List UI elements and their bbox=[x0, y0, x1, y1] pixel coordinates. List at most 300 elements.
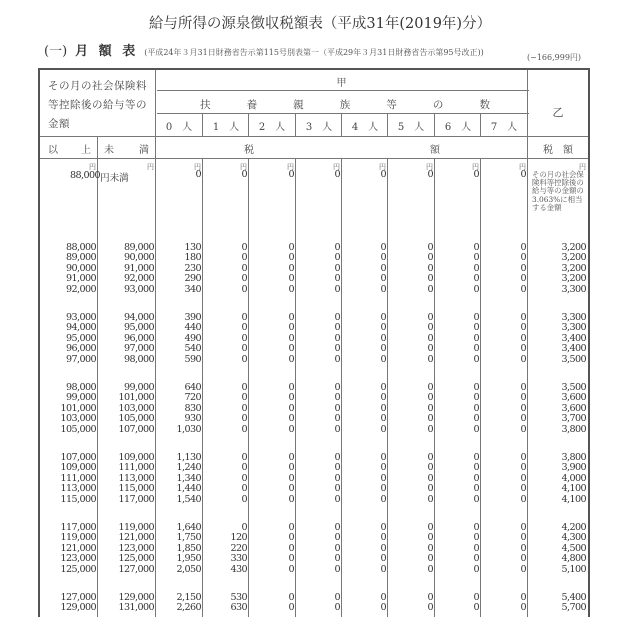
lower-bound: 96,000 bbox=[66, 343, 96, 355]
tax-value: 0 bbox=[520, 483, 526, 495]
tax-value: 0 bbox=[334, 483, 340, 495]
tax-value: 1,240 bbox=[176, 462, 201, 474]
tax-value: 0 bbox=[473, 283, 479, 295]
first-row-lower: 88,000 bbox=[70, 170, 100, 181]
tax-value: 1,030 bbox=[176, 423, 201, 435]
tax-value: 0 bbox=[241, 413, 247, 425]
tax-value: 0 bbox=[334, 402, 340, 414]
tax-value: 0 bbox=[334, 353, 340, 365]
tax-value: 0 bbox=[380, 563, 386, 575]
tax-value: 0 bbox=[288, 322, 294, 334]
yen-unit-label: 円 bbox=[472, 163, 479, 171]
otsu-tax-value: 3,800 bbox=[561, 423, 586, 435]
otsu-tax-value: 3,300 bbox=[561, 322, 586, 334]
tax-value: 0 bbox=[380, 353, 386, 365]
tax-value: 330 bbox=[230, 553, 247, 565]
tax-value: 0 bbox=[520, 472, 526, 484]
otsu-tax-value: 4,000 bbox=[561, 472, 586, 484]
yen-unit-label: 円 bbox=[194, 163, 201, 171]
tax-value: 0 bbox=[380, 332, 386, 344]
tax-value: 0 bbox=[380, 592, 386, 603]
tax-value: 0 bbox=[520, 382, 526, 393]
otsu-tax-value: 3,200 bbox=[561, 273, 586, 285]
tax-value: 0 bbox=[473, 602, 479, 614]
tax-value: 0 bbox=[241, 483, 247, 495]
otsu-tax-value: 3,600 bbox=[561, 402, 586, 414]
tax-value: 0 bbox=[288, 493, 294, 505]
tax-value: 0 bbox=[473, 483, 479, 495]
lower-bound: 93,000 bbox=[66, 312, 96, 323]
dependents-label-char: 扶 bbox=[200, 99, 211, 111]
tax-value: 0 bbox=[288, 483, 294, 495]
lower-bound: 111,000 bbox=[60, 472, 96, 484]
tax-value: 440 bbox=[184, 322, 201, 334]
yen-unit-label: 円 bbox=[579, 163, 586, 171]
tax-value: 0 bbox=[380, 423, 386, 435]
dependents-label-char: 数 bbox=[479, 99, 490, 111]
tax-value: 0 bbox=[241, 382, 247, 393]
tax-value: 0 bbox=[241, 462, 247, 474]
tax-value: 220 bbox=[230, 542, 247, 554]
tax-value: 0 bbox=[334, 392, 340, 404]
tax-value: 0 bbox=[520, 563, 526, 575]
upper-bound: 125,000 bbox=[118, 553, 154, 565]
tax-value: 0 bbox=[473, 472, 479, 484]
otsu-tax-value: 3,300 bbox=[561, 283, 586, 295]
tax-value: 0 bbox=[288, 252, 294, 264]
otsu-tax-value: 3,400 bbox=[561, 332, 586, 344]
tax-value: 0 bbox=[520, 332, 526, 344]
tax-value: 0 bbox=[241, 312, 247, 323]
tax-value: 0 bbox=[520, 402, 526, 414]
upper-bound: 97,000 bbox=[124, 343, 154, 355]
otsu-tax-value: 3,800 bbox=[561, 452, 586, 463]
tax-value: 430 bbox=[230, 563, 247, 575]
tax-value: 0 bbox=[473, 532, 479, 544]
dependents-label-char: 族 bbox=[339, 99, 351, 111]
tax-value: 0 bbox=[380, 472, 386, 484]
tax-value: 0 bbox=[473, 353, 479, 365]
upper-bound: 127,000 bbox=[118, 563, 154, 575]
tax-value: 290 bbox=[184, 273, 201, 285]
tax-value: 0 bbox=[520, 452, 526, 463]
tax-value: 2,050 bbox=[176, 563, 201, 575]
tax-value: 0 bbox=[520, 312, 526, 323]
tax-value: 0 bbox=[241, 242, 247, 253]
tax-value: 0 bbox=[473, 522, 479, 533]
tax-value: 0 bbox=[473, 252, 479, 264]
dependents-label-char: 親 bbox=[293, 99, 304, 111]
tax-value: 0 bbox=[334, 283, 340, 295]
tax-value: 0 bbox=[473, 462, 479, 474]
tax-value: 0 bbox=[334, 493, 340, 505]
tax-value: 0 bbox=[380, 252, 386, 264]
section-note: (平成24年３月31日財務省告示第115号別表第一（平成29年３月31日財務省告示第95号改正)) bbox=[144, 48, 484, 57]
section-name: 月 額 表 bbox=[75, 44, 139, 59]
divider bbox=[341, 113, 342, 617]
tax-value: 0 bbox=[334, 563, 340, 575]
lower-bound: 98,000 bbox=[66, 382, 96, 393]
lower-bound: 94,000 bbox=[66, 322, 96, 334]
tax-value: 0 bbox=[427, 472, 433, 484]
divider bbox=[480, 113, 481, 617]
tax-value: 0 bbox=[427, 252, 433, 264]
tax-value: 0 bbox=[241, 283, 247, 295]
tax-value: 0 bbox=[380, 312, 386, 323]
otsu-tax-value: 4,200 bbox=[561, 522, 586, 533]
tax-value: 0 bbox=[473, 413, 479, 425]
lower-bound: 115,000 bbox=[60, 493, 96, 505]
otsu-tax-value: 4,100 bbox=[561, 483, 586, 495]
tax-value: 0 bbox=[520, 532, 526, 544]
lower-bound: 105,000 bbox=[60, 423, 96, 435]
tax-value: 0 bbox=[334, 542, 340, 554]
tax-value: 0 bbox=[427, 312, 433, 323]
upper-bound: 101,000 bbox=[118, 392, 154, 404]
upper-bound-header: 未 満 bbox=[104, 145, 149, 156]
tax-value: 0 bbox=[288, 532, 294, 544]
lower-bound: 109,000 bbox=[60, 462, 96, 474]
tax-value: 0 bbox=[473, 242, 479, 253]
range-note: (~166,999円) bbox=[527, 53, 582, 62]
tax-value: 0 bbox=[334, 472, 340, 484]
tax-value: 0 bbox=[241, 169, 247, 180]
lower-bound: 91,000 bbox=[66, 273, 96, 285]
yen-unit-label: 円 bbox=[426, 163, 433, 171]
otsu-tax-value: 4,300 bbox=[561, 532, 586, 544]
tax-value: 0 bbox=[427, 392, 433, 404]
tax-value: 0 bbox=[520, 462, 526, 474]
tax-value: 0 bbox=[380, 462, 386, 474]
tax-value: 0 bbox=[195, 169, 201, 180]
tax-value: 0 bbox=[427, 343, 433, 355]
tax-value: 0 bbox=[241, 402, 247, 414]
otsu-tax-value: 3,900 bbox=[561, 462, 586, 474]
otsu-tax-value: 3,200 bbox=[561, 262, 586, 274]
tax-value: 1,130 bbox=[176, 452, 201, 463]
tax-value: 0 bbox=[241, 423, 247, 435]
tax-value: 0 bbox=[520, 522, 526, 533]
otsu-tax-value: 5,100 bbox=[561, 563, 586, 575]
tax-value: 0 bbox=[288, 312, 294, 323]
tax-value: 0 bbox=[520, 343, 526, 355]
tax-value: 0 bbox=[334, 532, 340, 544]
dependents-label-char: 養 bbox=[246, 99, 258, 111]
tax-value: 0 bbox=[288, 592, 294, 603]
tax-value: 0 bbox=[288, 343, 294, 355]
lower-bound: 88,000 bbox=[66, 242, 96, 253]
tax-value: 0 bbox=[520, 273, 526, 285]
tax-value: 0 bbox=[473, 273, 479, 285]
tax-value: 0 bbox=[334, 273, 340, 285]
upper-bound: 91,000 bbox=[124, 262, 154, 274]
tax-value: 0 bbox=[427, 402, 433, 414]
divider bbox=[157, 90, 529, 91]
lower-bound: 125,000 bbox=[60, 563, 96, 575]
tax-value: 0 bbox=[241, 452, 247, 463]
tax-value: 0 bbox=[380, 602, 386, 614]
tax-value: 0 bbox=[334, 423, 340, 435]
dependents-header bbox=[200, 97, 490, 112]
lower-bound: 123,000 bbox=[60, 553, 96, 565]
tax-value: 0 bbox=[334, 382, 340, 393]
tax-value: 0 bbox=[288, 392, 294, 404]
lower-bound: 113,000 bbox=[60, 483, 96, 495]
otsu-tax-value: 3,300 bbox=[561, 312, 586, 323]
tax-value: 0 bbox=[473, 382, 479, 393]
tax-value: 0 bbox=[241, 273, 247, 285]
tax-value: 0 bbox=[241, 332, 247, 344]
dependents-count-header: 5 人 bbox=[397, 122, 425, 133]
tax-value: 0 bbox=[380, 483, 386, 495]
otsu-tax-value: 5,700 bbox=[561, 602, 586, 614]
tax-value: 530 bbox=[230, 592, 247, 603]
tax-value: 0 bbox=[520, 392, 526, 404]
tax-value: 0 bbox=[427, 273, 433, 285]
tax-value: 0 bbox=[427, 382, 433, 393]
upper-bound: 123,000 bbox=[118, 542, 154, 554]
tax-value: 0 bbox=[288, 283, 294, 295]
upper-bound: 98,000 bbox=[124, 353, 154, 365]
tax-value: 0 bbox=[427, 522, 433, 533]
otsu-first-row-note: その月の社会保険料等控除後の給与等の金額の3.063%に相当する金額 bbox=[532, 170, 584, 212]
tax-value: 0 bbox=[473, 592, 479, 603]
divider bbox=[434, 113, 435, 617]
otsu-tax-value: 3,600 bbox=[561, 392, 586, 404]
tax-value: 0 bbox=[427, 563, 433, 575]
tax-value: 0 bbox=[380, 273, 386, 285]
tax-value: 0 bbox=[334, 452, 340, 463]
tax-value: 0 bbox=[288, 563, 294, 575]
tax-value: 0 bbox=[288, 602, 294, 614]
tax-value: 830 bbox=[184, 402, 201, 414]
upper-bound: 99,000 bbox=[124, 382, 154, 393]
otsu-tax-value: 5,400 bbox=[561, 592, 586, 603]
tax-value: 0 bbox=[380, 169, 386, 180]
upper-bound: 89,000 bbox=[124, 242, 154, 253]
tax-value: 0 bbox=[380, 532, 386, 544]
tax-value: 0 bbox=[288, 332, 294, 344]
upper-bound: 129,000 bbox=[118, 592, 154, 603]
tax-value: 0 bbox=[427, 413, 433, 425]
tax-value: 0 bbox=[288, 273, 294, 285]
tax-value: 0 bbox=[241, 343, 247, 355]
tax-value: 230 bbox=[184, 262, 201, 274]
section-heading bbox=[44, 40, 484, 59]
tax-value: 0 bbox=[241, 522, 247, 533]
tax-value: 0 bbox=[520, 493, 526, 505]
tax-value: 0 bbox=[288, 553, 294, 565]
tax-value: 0 bbox=[241, 252, 247, 264]
tax-value: 0 bbox=[288, 242, 294, 253]
tax-value: 720 bbox=[184, 392, 201, 404]
tax-value: 0 bbox=[473, 169, 479, 180]
lower-bound: 107,000 bbox=[60, 452, 96, 463]
lower-bound: 129,000 bbox=[60, 602, 96, 614]
lower-bound: 119,000 bbox=[60, 532, 96, 544]
tax-value: 0 bbox=[427, 532, 433, 544]
tax-value: 0 bbox=[380, 413, 386, 425]
tax-value: 0 bbox=[288, 542, 294, 554]
tax-value: 0 bbox=[334, 522, 340, 533]
otsu-header: 乙 bbox=[552, 106, 564, 119]
tax-value: 0 bbox=[288, 262, 294, 274]
first-row-upper: 円未満 bbox=[100, 173, 129, 184]
tax-value: 0 bbox=[520, 542, 526, 554]
yen-unit-label: 円 bbox=[519, 163, 526, 171]
tax-value: 0 bbox=[288, 472, 294, 484]
tax-value: 0 bbox=[473, 322, 479, 334]
tax-value: 0 bbox=[520, 553, 526, 565]
divider bbox=[202, 113, 203, 617]
tax-value: 0 bbox=[427, 553, 433, 565]
dependents-label-char: の bbox=[432, 99, 444, 111]
tax-value: 1,640 bbox=[176, 522, 201, 533]
yen-unit-label: 円 bbox=[379, 163, 386, 171]
upper-bound: 105,000 bbox=[118, 413, 154, 425]
upper-bound: 96,000 bbox=[124, 332, 154, 344]
divider bbox=[97, 136, 98, 617]
tax-value: 640 bbox=[184, 382, 201, 393]
upper-bound: 121,000 bbox=[118, 532, 154, 544]
tax-value: 0 bbox=[520, 242, 526, 253]
divider bbox=[295, 113, 296, 617]
tax-value: 0 bbox=[427, 322, 433, 334]
tax-value: 0 bbox=[334, 553, 340, 565]
lower-bound: 101,000 bbox=[60, 402, 96, 414]
tax-value: 0 bbox=[288, 353, 294, 365]
salary-header-label: その月の社会保険料等控除後の給与等の金額 bbox=[48, 80, 147, 130]
tax-value: 0 bbox=[288, 413, 294, 425]
tax-value: 0 bbox=[241, 262, 247, 274]
divider bbox=[157, 113, 529, 114]
tax-value: 0 bbox=[427, 493, 433, 505]
dependents-label-char: 等 bbox=[386, 99, 397, 111]
upper-bound: 115,000 bbox=[118, 483, 154, 495]
lower-bound: 95,000 bbox=[66, 332, 96, 344]
tax-value: 0 bbox=[473, 423, 479, 435]
tax-value: 0 bbox=[427, 353, 433, 365]
tax-value: 1,950 bbox=[176, 553, 201, 565]
tax-value: 0 bbox=[288, 462, 294, 474]
tax-value: 180 bbox=[184, 252, 201, 264]
tax-value: 0 bbox=[288, 169, 294, 180]
tax-value: 0 bbox=[288, 423, 294, 435]
tax-value: 0 bbox=[427, 452, 433, 463]
upper-bound: 93,000 bbox=[124, 283, 154, 295]
tax-value: 1,750 bbox=[176, 532, 201, 544]
tax-value: 0 bbox=[473, 262, 479, 274]
tax-value: 590 bbox=[184, 353, 201, 365]
lower-bound: 121,000 bbox=[60, 542, 96, 554]
lower-bound: 89,000 bbox=[66, 252, 96, 264]
yen-unit-label: 円 bbox=[333, 163, 340, 171]
tax-value: 0 bbox=[241, 322, 247, 334]
tax-value: 0 bbox=[473, 312, 479, 323]
lower-bound: 92,000 bbox=[66, 283, 96, 295]
tax-value: 0 bbox=[334, 602, 340, 614]
tax-value: 0 bbox=[520, 252, 526, 264]
tax-value: 0 bbox=[427, 483, 433, 495]
yen-unit-label: 円 bbox=[147, 163, 154, 171]
tax-value: 0 bbox=[241, 493, 247, 505]
divider bbox=[387, 113, 388, 617]
tax-value: 540 bbox=[184, 343, 201, 355]
lower-bound: 127,000 bbox=[60, 592, 96, 603]
yen-unit-label: 円 bbox=[287, 163, 294, 171]
tax-value: 0 bbox=[520, 169, 526, 180]
tax-value: 0 bbox=[473, 542, 479, 554]
tax-value: 340 bbox=[184, 283, 201, 295]
tax-value: 0 bbox=[427, 242, 433, 253]
tax-value: 0 bbox=[427, 592, 433, 603]
otsu-tax-value: 4,800 bbox=[561, 553, 586, 565]
tax-value: 390 bbox=[184, 312, 201, 323]
tax-value: 630 bbox=[230, 602, 247, 614]
upper-bound: 92,000 bbox=[124, 273, 154, 285]
tax-value: 0 bbox=[380, 242, 386, 253]
upper-bound: 95,000 bbox=[124, 322, 154, 334]
tax-value: 0 bbox=[520, 283, 526, 295]
dependents-count-header: 0 人 bbox=[165, 122, 193, 133]
section-number: (一) bbox=[44, 44, 68, 59]
tax-value: 0 bbox=[334, 343, 340, 355]
upper-bound: 94,000 bbox=[124, 312, 154, 323]
tax-value: 0 bbox=[427, 423, 433, 435]
otsu-tax-value: 4,100 bbox=[561, 493, 586, 505]
tax-value: 0 bbox=[380, 553, 386, 565]
tax-value: 0 bbox=[380, 493, 386, 505]
divider bbox=[248, 113, 249, 617]
upper-bound: 90,000 bbox=[124, 252, 154, 264]
upper-bound: 131,000 bbox=[118, 602, 154, 614]
tax-value: 0 bbox=[334, 262, 340, 274]
tax-value: 0 bbox=[520, 262, 526, 274]
tax-table bbox=[38, 68, 590, 617]
tax-value: 0 bbox=[473, 402, 479, 414]
otsu-tax-value: 3,200 bbox=[561, 242, 586, 253]
tax-value: 0 bbox=[520, 353, 526, 365]
tax-value: 1,850 bbox=[176, 542, 201, 554]
tax-value: 0 bbox=[241, 472, 247, 484]
tax-value: 1,540 bbox=[176, 493, 201, 505]
otsu-tax-value: 3,500 bbox=[561, 382, 586, 393]
tax-value: 0 bbox=[473, 332, 479, 344]
tax-value: 0 bbox=[380, 343, 386, 355]
otsu-tax-value: 3,700 bbox=[561, 413, 586, 425]
tax-value: 0 bbox=[473, 553, 479, 565]
tax-value: 0 bbox=[334, 413, 340, 425]
tax-value: 0 bbox=[520, 602, 526, 614]
tax-value: 2,150 bbox=[176, 592, 201, 603]
lower-bound: 103,000 bbox=[60, 413, 96, 425]
dependents-count-header: 2 人 bbox=[258, 122, 286, 133]
tax-value: 0 bbox=[427, 283, 433, 295]
tax-header-right: 額 bbox=[430, 145, 440, 156]
tax-value: 2,260 bbox=[176, 602, 201, 614]
tax-value: 0 bbox=[520, 413, 526, 425]
tax-value: 0 bbox=[427, 332, 433, 344]
tax-value: 0 bbox=[427, 602, 433, 614]
tax-value: 130 bbox=[184, 242, 201, 253]
upper-bound: 103,000 bbox=[118, 402, 154, 414]
otsu-tax-value: 4,500 bbox=[561, 542, 586, 554]
otsu-tax-value: 3,500 bbox=[561, 353, 586, 365]
lower-bound: 117,000 bbox=[60, 522, 96, 533]
dependents-count-header: 3 人 bbox=[305, 122, 333, 133]
yen-unit-label: 円 bbox=[240, 163, 247, 171]
tax-value: 0 bbox=[334, 462, 340, 474]
